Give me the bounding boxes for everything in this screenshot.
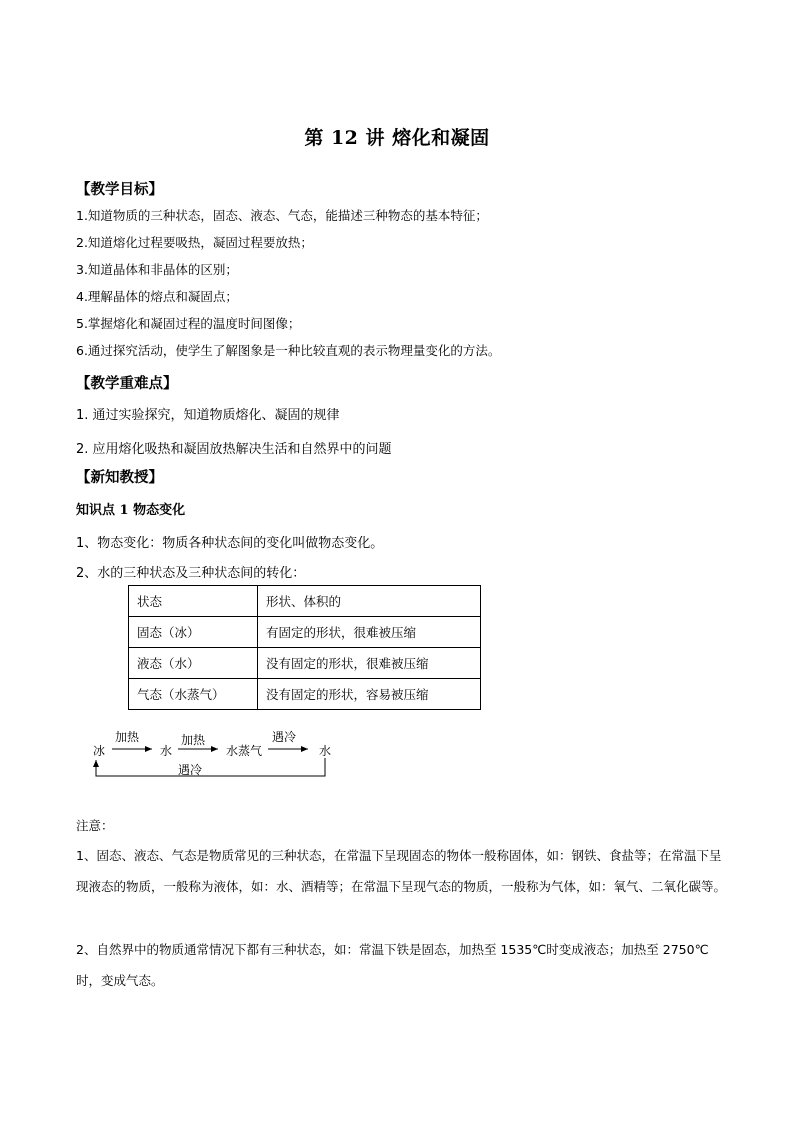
- table-cell: 气态（水蒸气）: [129, 679, 258, 710]
- arrow-water-to-ice: [96, 758, 325, 776]
- goal-item: 5.掌握熔化和凝固过程的温度时间图像；: [76, 316, 301, 331]
- states-table: [128, 585, 481, 710]
- table-row: [129, 617, 481, 648]
- note-paragraph: 2、自然界中的物质通常情况下都有三种状态，如：常温下铁是固态，加热至 1535℃时变成液态；加热至 2750℃时，变成气态。: [76, 942, 709, 988]
- knowledge-item: 2、水的三种状态及三种状态间的转化：: [76, 566, 306, 581]
- table-cell: 状态: [129, 586, 258, 617]
- table-row: [129, 648, 481, 679]
- table-row: [129, 586, 481, 617]
- knowledge-item: 1、物态变化：物质各种状态间的变化叫做物态变化。: [76, 536, 384, 551]
- new-knowledge-heading: 【新知教授】: [76, 470, 163, 486]
- goals-heading: 【教学目标】: [76, 182, 163, 198]
- notes-heading: 注意：: [76, 818, 114, 833]
- table-row: [129, 679, 481, 710]
- table-cell: 没有固定的形状，很难被压缩: [258, 648, 481, 679]
- goal-item: 1.知道物质的三种状态，固态、液态、气态，能描述三种物态的基本特征；: [76, 208, 488, 223]
- water-label-1: 水: [160, 744, 173, 758]
- water-label-2: 水: [319, 744, 332, 758]
- steam-label: 水蒸气: [226, 744, 263, 758]
- heat-label-2: 加热: [181, 733, 206, 747]
- key-points-heading: 【教学重难点】: [76, 376, 178, 392]
- cool-label-2: 遇冷: [178, 763, 203, 777]
- key-point-item: 2. 应用熔化吸热和凝固放热解决生活和自然界中的问题: [76, 442, 392, 457]
- state-transition-diagram: [86, 724, 346, 784]
- table-cell: 有固定的形状，很难被压缩: [258, 617, 481, 648]
- lesson-title: 第 12 讲 熔化和凝固: [304, 127, 490, 149]
- cool-label-1: 遇冷: [272, 730, 297, 744]
- ice-label: 冰: [93, 744, 106, 758]
- table-cell: 固态（冰）: [129, 617, 258, 648]
- table-cell: 液态（水）: [129, 648, 258, 679]
- knowledge-point-heading: 知识点 1 物态变化: [76, 503, 186, 518]
- heat-label-1: 加热: [115, 730, 140, 744]
- goal-item: 6.通过探究活动，使学生了解图象是一种比较直观的表示物理量变化的方法。: [76, 343, 501, 358]
- goal-item: 2.知道熔化过程要吸热，凝固过程要放热；: [76, 235, 313, 250]
- key-point-item: 1. 通过实验探究，知道物质熔化、凝固的规律: [76, 408, 340, 423]
- table-cell: 形状、体积的: [258, 586, 481, 617]
- goal-item: 4.理解晶体的熔点和凝固点；: [76, 289, 238, 304]
- note-paragraph: 1、固态、液态、气态是物质常见的三种状态，在常温下呈现固态的物体一般称固体，如：钢铁、食盐等；在常温下呈现液态的物质，一般称为液体，如：水、酒精等；在常温下呈现气态的物质，一般称为气体，如：氧气、二氧化碳等。: [76, 848, 727, 894]
- table-cell: 没有固定的形状，容易被压缩: [258, 679, 481, 710]
- goal-item: 3.知道晶体和非晶体的区别；: [76, 262, 238, 277]
